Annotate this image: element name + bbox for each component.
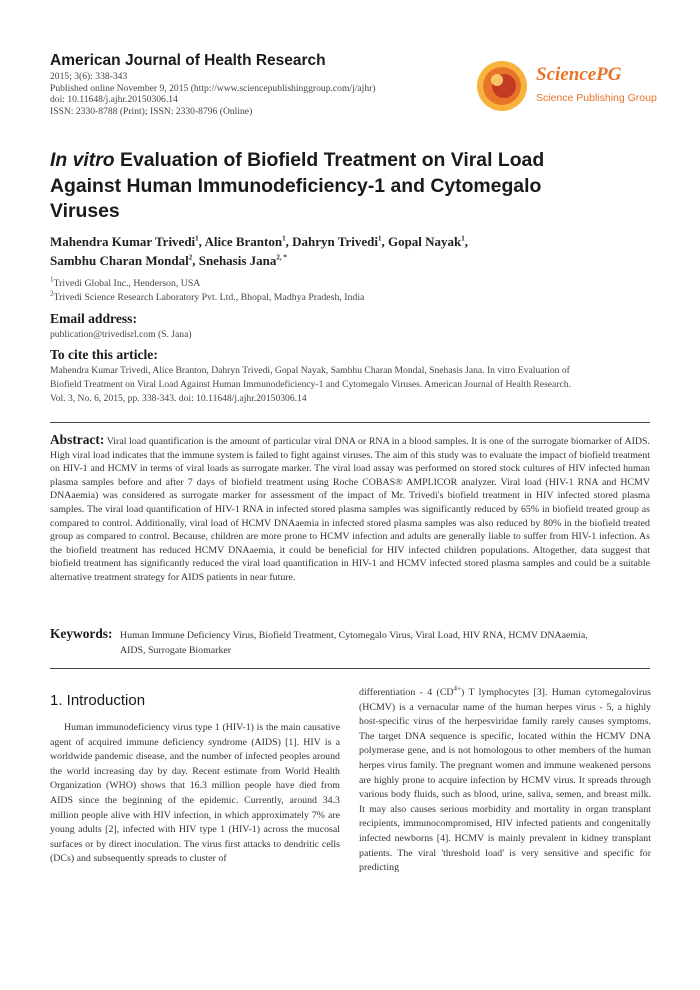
email-heading: Email address:: [50, 311, 137, 326]
logo-highlight: [491, 74, 503, 86]
article-title: [50, 148, 610, 225]
author-name: Snehasis Jana: [198, 253, 277, 268]
affiliation-1: [50, 275, 201, 289]
email-address[interactable]: publication@trivedisrl.com (S. Jana): [50, 329, 192, 340]
author-affiliation-mark: 1: [377, 234, 382, 243]
abstract-top-rule: [50, 422, 650, 423]
journal-name: American Journal of Health Research: [50, 52, 326, 69]
title-rest: Evaluation of Biofield Treatment on Viral Load Against Human Immunodeficiency-1 and Cytomegalo Viruses: [50, 149, 545, 222]
citation-line: Vol. 3, No. 6, 2015, pp. 338-343. doi: 10.11648/j.ajhr.20150306.14: [50, 393, 307, 404]
affiliation-2: [50, 289, 365, 303]
journal-volume: 2015; 3(6): 338-343: [50, 71, 128, 82]
cite-heading: To cite this article:: [50, 347, 158, 362]
citation-line: Biofield Treatment on Viral Load Against Human Immunodeficiency-1 and Cytomegalo Viruses. American Journal of Health Research.: [50, 379, 571, 390]
issn-line: ISSN: 2330-8788 (Print); ISSN: 2330-8796 (Online): [50, 105, 253, 117]
sciencepg-logo: [470, 58, 534, 114]
abstract: [50, 433, 650, 585]
author-name: Dahryn Trivedi: [292, 234, 378, 249]
citation-line: Mahendra Kumar Trivedi, Alice Branton, Dahryn Trivedi, Gopal Nayak, Sambhu Charan Mondal, Snehasis Jana. In vitro Evaluation of: [50, 365, 570, 376]
cd4-superscript: 4+: [453, 684, 461, 693]
author-list: Mahendra Kumar Trivedi$^1$, Alice Branton$^1$, Dahryn Trivedi$^1$, Gopal Nayak$^1$, Sambhu Charan Mondal$^2$, Snehasis Jana$^{2, *}$: [50, 234, 469, 268]
author-name: Alice Branton: [204, 234, 283, 249]
intro-column-right: [359, 686, 651, 876]
affiliation-mark: 2: [50, 289, 54, 298]
author-name: Mahendra Kumar Trivedi: [50, 234, 196, 249]
logo-name: SciencePG: [536, 64, 622, 85]
affiliation-text: Trivedi Science Research Laboratory Pvt. Ltd., Bhopal, Madhya Pradesh, India: [53, 292, 365, 303]
affiliation-text: Trivedi Global Inc., Henderson, USA: [53, 278, 201, 289]
title-italic: In vitro: [50, 149, 115, 171]
logo-subtitle: Science Publishing Group: [536, 92, 657, 104]
author-affiliation-mark: 1: [195, 234, 199, 243]
abstract-label: Abstract:: [50, 432, 105, 447]
keywords-label: Keywords:: [50, 626, 113, 641]
keywords-text: Human Immune Deficiency Virus, Biofield Treatment, Cytomegalo Virus, Viral Load, HIV RNA, HCMV DNAaemia, AIDS, Surrogate Biomarker: [120, 630, 588, 656]
affiliation-mark: 1: [50, 275, 54, 284]
section-heading-introduction: 1. Introduction: [50, 692, 146, 709]
author-affiliation-mark: 2, *: [276, 253, 287, 262]
author-affiliation-mark: 2: [188, 253, 193, 262]
author-affiliation-mark: 1: [461, 234, 465, 243]
abstract-text: Viral load quantification is the amount of particular viral DNA or RNA in a blood samples. It is one of the surrogate biomarker of AIDS. High viral load indicates that the immune system is failed to fight against viruses. The aim of this study was to evaluate the impact of biofield treatment on HIV-1 and HCMV in terms of viral loads as surrogate marker. The viral load assay was performed on stored stock cultures of HIV infected human plasma samples before and after 7 days of biofield treatment using Roche COBAS® AMPLICOR analyzer. Viral load (HIV-1 RNA and HCMV DNAaemia) was considered as surrogate marker for assessment of the impact of Mr. Trivedi's biofield treatment in HIV infected stored plasma samples. The viral load quantification of HIV-1 RNA in infected stored plasma samples was significantly reduced by 65% in biofield treated group as compared to control. Additionally, viral load of HCMV DNAaemia in infected stored plasma samples was also reduced by 80% in the biofield treated group as compared to control. Because, children are more prone to HCMV infection and adults are generally liable to suffer from HIV-1 infection. As the biofield treatment has reduced HCMV DNAaemia, it could be beneficial for HIV infected children populations. Altogether, data suggest that biofield treatment has significantly reduced the viral load quantification in HIV-1 and HCMV infected stored plasma samples and could be a suitable alternative treatment strategy for AIDS patients in near future.: [50, 436, 650, 583]
intro-right-pre: differentiation - 4 (CD: [359, 687, 454, 698]
intro-column-left: Human immunodeficiency virus type 1 (HIV-1) is the main causative agent of acquired immune deficiency syndrome (AIDS) [1]. HIV is a worldwide pandemic disease, and the number of infected peoples around the world increasing day by day. Recent estimate from World Health Organization (WHO) shows that 16.3 million people have died from AIDS since the beginning of the epidemic. Currently, around 34.3 million people alive with HIV infection, in which approximately 7% are young adults [2], infected with HIV type 1 (HIV-1) across the mucosal surfaces or by direct inoculation. The virus first attacks to dendritic cells (DCs) and subsequently spreads to cluster of: [50, 722, 340, 865]
author-affiliation-mark: 1: [282, 234, 286, 243]
publication-date-line: Published online November 9, 2015 (http://www.sciencepublishinggroup.com/j/ajhr): [50, 82, 376, 94]
doi-line: doi: 10.11648/j.ajhr.20150306.14: [50, 94, 178, 106]
intro-right-post: ) T lymphocytes [3]. Human cytomegalovirus (HCMV) is a vernacular name of the human herpes virus - 5, a highly host-specific virus of the herpesviridae family rarely causes symptoms. The target DNA sequence is specific, located within the HCMV DNA polymerase gene, and is not homologous to other members of the human herpes virus family. The pregnant women and immune weakened persons are highly prone to acquire infection by HCMV virus. It spreads through various body fluids, such as blood, urine, saliva, semen, and breast milk. It may also causes serious morbidity and mortality in organ transplant recipients, immunocompromised, HIV infected patients and congenitally infected newborns [4]. HCMV is mainly prevalent in kidney transplant patients. The viral 'threshold load' is very sensitive and specific for predicting: [359, 687, 651, 874]
author-name: Sambhu Charan Mondal: [50, 253, 189, 268]
author-name: Gopal Nayak: [387, 234, 462, 249]
keywords-bottom-rule: [50, 668, 650, 669]
